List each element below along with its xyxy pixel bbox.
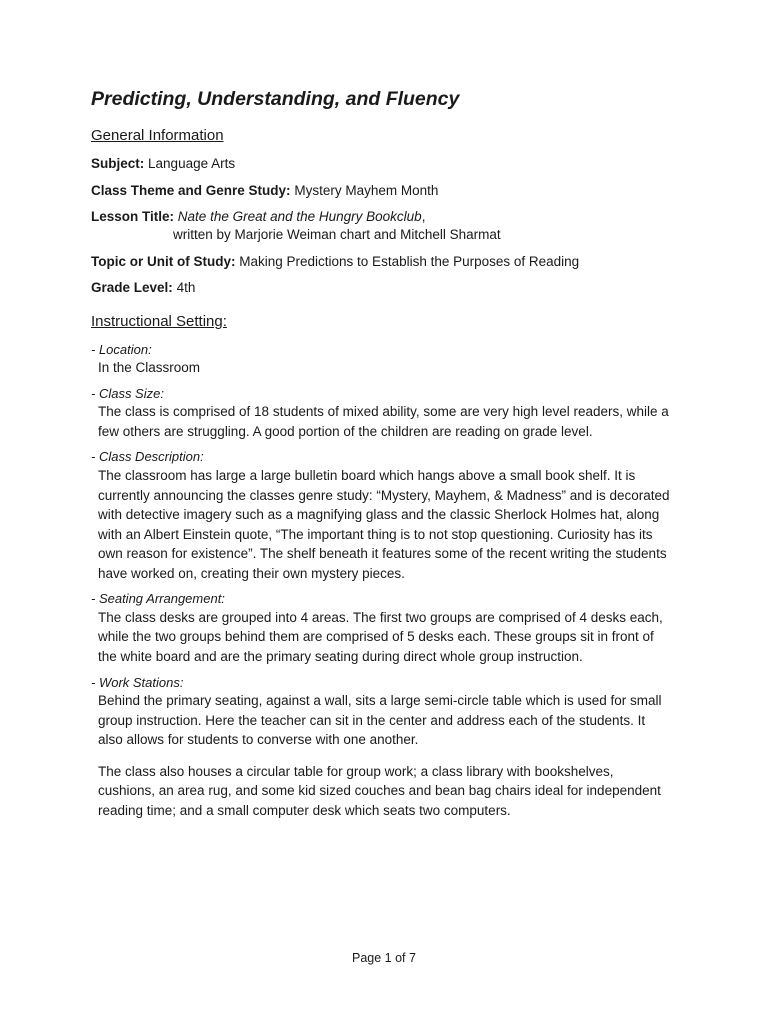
theme-label: Class Theme and Genre Study:	[91, 182, 291, 198]
subject-line	[91, 155, 671, 173]
topic-label: Topic or Unit of Study:	[91, 253, 236, 269]
document-title: Predicting, Understanding, and Fluency	[91, 88, 460, 110]
work-stations-label: - Work Stations:	[91, 674, 184, 690]
class-size-label: - Class Size:	[91, 385, 164, 401]
subject-label: Subject:	[91, 156, 145, 172]
class-description-text: The classroom has large a large bulletin board which hangs above a small book shelf. It is currently announcing the classes genre study: “Mystery, Mayhem, & Madness” and is decorated with detective imagery such as a magnifying glass and the classic Sherlock Holmes hat, along with an Albert Einstein quote, “The important thing is to not stop questioning. Curiosity has its own reason for existence”. The shelf beneath it features some of the recent writing the students have worked on, creating their own mystery pieces.	[98, 468, 670, 581]
work-stations-text: Behind the primary seating, against a wall, sits a large semi-circle table which is used for small group instruction. Here the teacher can sit in the center and address each of the students. It also allows for students to converse with one another.	[98, 693, 662, 748]
grade-label: Grade Level:	[91, 280, 173, 296]
general-information-heading: General Information	[91, 127, 224, 145]
lesson-title-value: Nate the Great and the Hungry Bookclub	[177, 209, 422, 225]
lesson-title-line	[91, 208, 671, 243]
location-block	[91, 341, 671, 378]
grade-line	[91, 279, 671, 297]
class-size-block	[91, 385, 671, 442]
seating-arrangement-text: The class desks are grouped into 4 areas. The first two groups are comprised of 4 desks each, while the two groups behind them are comprised of 5 desks each. These groups sit in front of the white board and are the primary seating during direct whole group instruction.	[98, 609, 663, 665]
location-label: - Location:	[91, 341, 152, 357]
class-description-label: - Class Description:	[91, 449, 204, 465]
class-description-block	[91, 448, 671, 583]
class-size-text: The class is comprised of 18 students of mixed ability, some are very high level readers, while a few others are struggling. A good portion of the children are reading on grade level.	[98, 404, 669, 439]
instructional-setting-heading: Instructional Setting:	[91, 312, 227, 330]
grade-value: 4th	[176, 280, 196, 296]
work-stations-block	[91, 674, 671, 821]
work-stations-extra-text: The class also houses a circular table for group work; a class library with bookshelves, cushions, an area rug, and some kid sized couches and bean bag chairs ideal for independent reading time; and a small computer desk which seats two computers.	[98, 763, 661, 818]
topic-line	[91, 253, 671, 271]
lesson-authors: written by Marjorie Weiman chart and Mitchell Sharmat	[173, 227, 501, 243]
document-page	[91, 88, 671, 828]
theme-line	[91, 182, 671, 200]
seating-arrangement-label: - Seating Arrangement:	[91, 591, 225, 607]
subject-value: Language Arts	[148, 156, 236, 172]
seating-arrangement-block	[91, 590, 671, 666]
topic-value: Making Predictions to Establish the Purposes of Reading	[239, 253, 580, 269]
lesson-title-comma: ,	[421, 209, 426, 225]
location-text: In the Classroom	[98, 360, 201, 376]
theme-value: Mystery Mayhem Month	[294, 182, 439, 198]
lesson-title-label: Lesson Title:	[91, 209, 175, 225]
page-number: Page 1 of 7	[352, 951, 416, 965]
